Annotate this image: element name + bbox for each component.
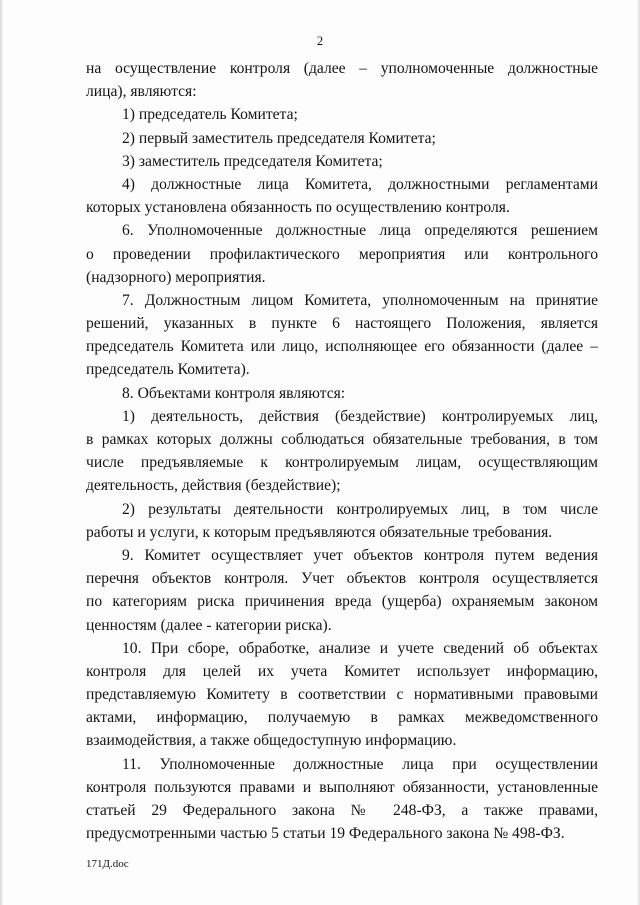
text-line: 1) председатель Комитета; [122, 106, 298, 124]
text-line: статьей 29 Федерального закона № 248-ФЗ, а также правами, [86, 802, 598, 819]
text-line: 9. Комитет осуществляет учет объектов контроля путем ведения [122, 546, 598, 564]
text-line: 2) результаты деятельности контролируемых лиц, в том числе [122, 500, 598, 518]
text-line: ценностям (далее - категории риска). [86, 616, 332, 634]
text-line: (надзорного) мероприятия. [86, 268, 266, 286]
text-line: на осуществление контроля (далее – уполномоченные должностные [86, 60, 598, 77]
document-body [86, 57, 598, 845]
text-line: представляемую Комитету в соответствии с нормативными правовыми [86, 686, 598, 704]
text-line: работы и услуги, к которым предъявляются обязательные требования. [86, 523, 553, 541]
text-line: председатель Комитета или лицо, исполняющее его обязанности (далее – [86, 338, 598, 356]
text-line: которых установлена обязанность по осуществлению контроля. [86, 199, 510, 217]
text-line: актами, информацию, получаемую в рамках межведомственного [86, 709, 598, 727]
text-line: в рамках которых должны соблюдаться обязательные требования, в том [86, 431, 598, 448]
text-line: 10. При сборе, обработке, анализе и учете сведений об объектах [122, 639, 598, 657]
text-line: контроля пользуются правами и выполняют обязанности, установленные [86, 778, 598, 796]
text-line: 3) заместитель председателя Комитета; [122, 152, 383, 170]
text-line: числе предъявляемые к контролируемым лицам, осуществляющим [86, 454, 598, 472]
page-number: 2 [316, 34, 324, 48]
scan-edge-left [0, 0, 3, 905]
text-line: перечня объектов контроля. Учет объектов контроля осуществляется [86, 570, 598, 588]
text-line: контроля для целей их учета Комитет использует информацию, [86, 662, 598, 680]
text-line: 4) должностные лица Комитета, должностными регламентами [122, 175, 598, 193]
text-line: о проведении профилактического мероприятия или контрольного [86, 245, 598, 263]
text-line: 7. Должностным лицом Комитета, уполномоченным на принятие [122, 291, 598, 309]
file-name-footer: 171Д.doc [86, 858, 129, 870]
text-line: по категориям риска причинения вреда (ущерба) охраняемым законом [86, 593, 598, 611]
text-line: взаимодействия, а также общедоступную информацию. [86, 732, 457, 750]
text-line: 1) деятельность, действия (бездействие) контролируемых лиц, [122, 407, 598, 425]
text-line: лица), являются: [86, 83, 197, 101]
text-line: 2) первый заместитель председателя Комитета; [122, 129, 436, 147]
text-line: 8. Объектами контроля являются: [122, 384, 346, 402]
text-line: деятельность, действия (бездействие); [86, 477, 341, 495]
text-line: 11. Уполномоченные должностные лица при осуществлении [122, 755, 598, 773]
text-line: решений, указанных в пункте 6 настоящего Положения, является [86, 315, 598, 333]
text-line: 6. Уполномоченные должностные лица определяются решением [122, 222, 598, 240]
text-line: председатель Комитета). [86, 361, 250, 379]
text-line: предусмотренными частью 5 статьи 19 Федерального закона № 498-ФЗ. [86, 825, 565, 843]
